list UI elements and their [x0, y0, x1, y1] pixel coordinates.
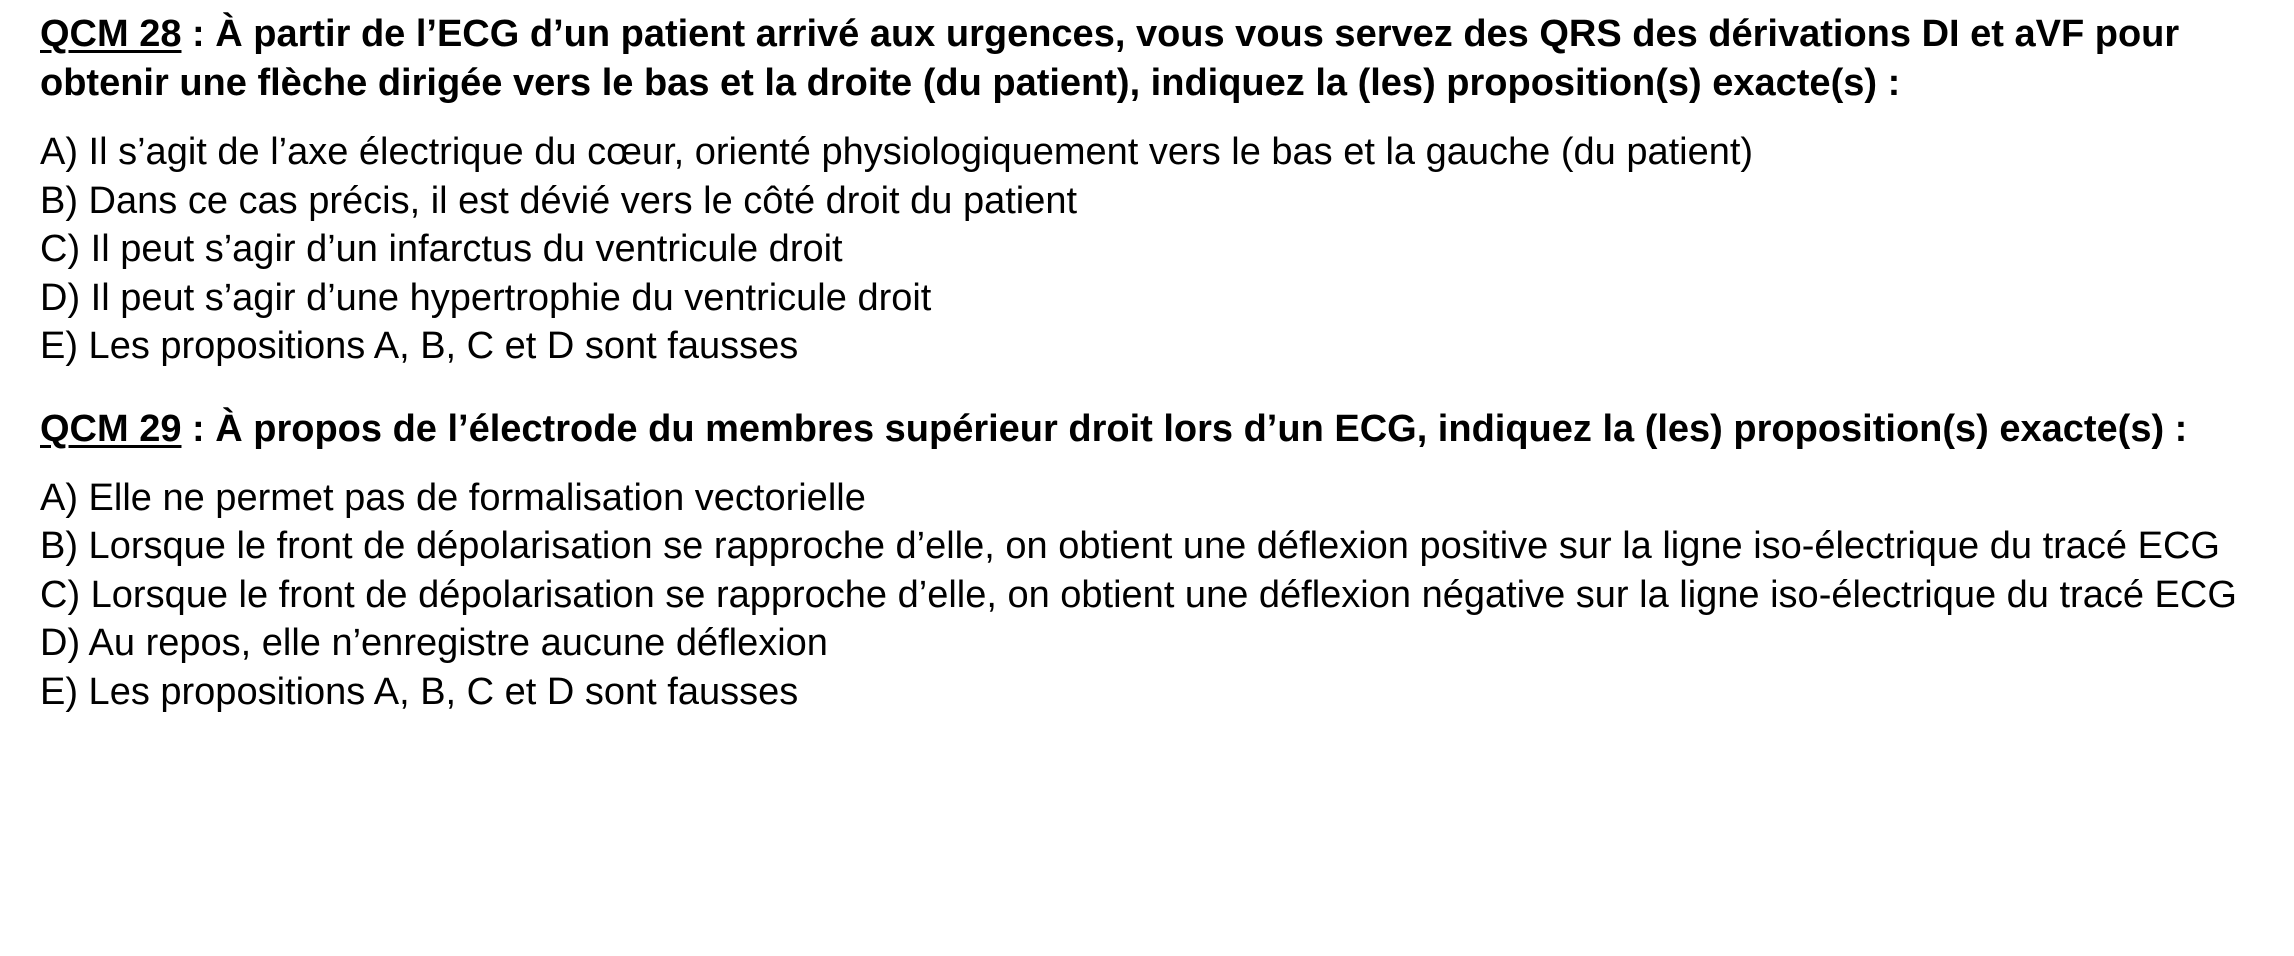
option-e: E) Les propositions A, B, C et D sont fausses [40, 670, 799, 713]
options-list [40, 128, 2260, 371]
question-29 [40, 405, 2260, 717]
option-d: D) Au repos, elle n’enregistre aucune déflexion [40, 622, 828, 664]
question-title [40, 405, 2260, 454]
option-c: C) Il peut s’agir d’un infarctus du ventricule droit [40, 228, 843, 270]
options-list [40, 474, 2260, 717]
question-28 [40, 10, 2260, 371]
option-a: A) Il s’agit de l’axe électrique du cœur, orienté physiologiquement vers le bas et la gauche (du patient) [40, 131, 1754, 173]
question-spacer [40, 371, 2260, 405]
question-title [40, 10, 2260, 108]
option-e: E) Les propositions A, B, C et D sont fausses [40, 325, 799, 367]
option-c: C) Lorsque le front de dépolarisation se rapproche d’elle, on obtient une déflexion négative sur la ligne iso-électrique du tracé ECG [40, 573, 2237, 616]
question-text: : À partir de l’ECG d’un patient arrivé aux urgences, vous vous servez des QRS des dérivations DI et aVF pour obtenir une flèche dirigée vers le bas et la droite (du patient), indiquez la (les) proposition(s) exacte(s) : [40, 13, 2180, 104]
question-text: : À propos de l’électrode du membres supérieur droit lors d’un ECG, indiquez la (les) proposition(s) exacte(s) : [181, 407, 2188, 450]
option-a: A) Elle ne permet pas de formalisation vectorielle [40, 476, 866, 519]
question-number: QCM 28 [40, 13, 182, 55]
question-number: QCM 29 [40, 407, 182, 450]
option-b: B) Dans ce cas précis, il est dévié vers le côté droit du patient [40, 179, 1078, 222]
option-d: D) Il peut s’agir d’une hypertrophie du ventricule droit [40, 276, 932, 319]
option-b: B) Lorsque le front de dépolarisation se rapproche d’elle, on obtient une déflexion positive sur la ligne iso-électrique du tracé ECG [40, 525, 2220, 567]
document-page [40, 10, 2260, 716]
